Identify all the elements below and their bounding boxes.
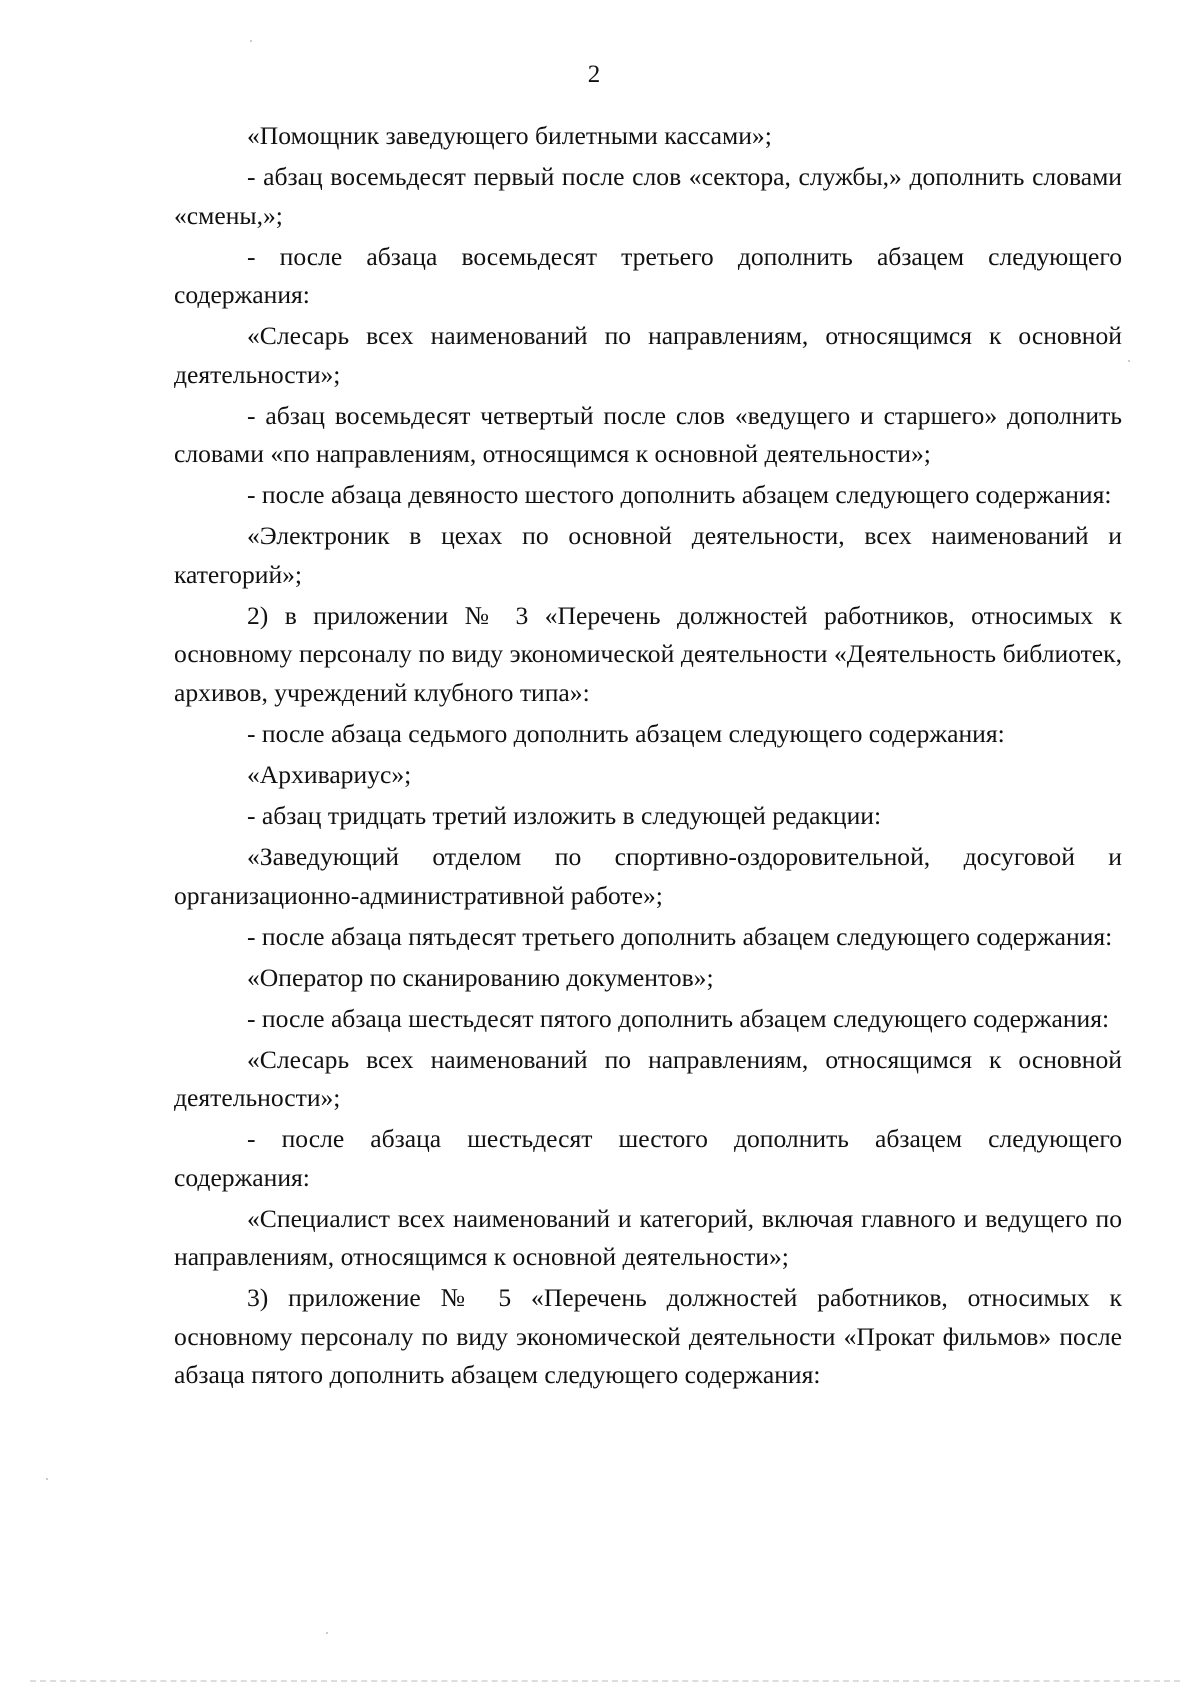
paragraph: - после абзаца седьмого дополнить абзацем следующего содержания: [247,719,1005,749]
paragraph: - после абзаца шестьдесят шестого дополнить абзацем следующего содержания: [174,1124,1122,1192]
scan-speck [326,1632,328,1634]
paragraph: «Электроник в цехах по основной деятельности, всех наименований и категорий»; [174,521,1122,589]
paragraph: - после абзаца восемьдесят третьего дополнить абзацем следующего содержания: [174,241,1122,310]
paragraph: «Помощник заведующего билетными кассами»; [247,121,772,150]
scan-speck [46,1478,48,1480]
paragraph: «Оператор по сканированию документов»; [247,962,714,992]
paragraph: 2) в приложении № 3 «Перечень должностей работников, относимых к основному персоналу по виду экономической деятельности «Деятельность библиотек, архивов, учреждений клубного типа»: [174,600,1122,708]
paragraph: 3) приложение № 5 «Перечень должностей работников, относимых к основному персоналу по виду экономической деятельности «Прокат фильмов» после абзаца пятого дополнить абзацем следующего содержания: [174,1283,1122,1390]
paragraph: «Слесарь всех наименований по направлениям, относящимся к основной деятельности»; [174,321,1122,389]
document-body [174,117,1122,1397]
paragraph: - абзац тридцать третий изложить в следующей редакции: [247,801,882,830]
paragraph: - после абзаца шестьдесят пятого дополнить абзацем следующего содержания: [247,1003,1110,1033]
paragraph: - после абзаца девяносто шестого дополнить абзацем следующего содержания: [247,480,1112,510]
paragraph: - абзац восемьдесят четвертый после слов «ведущего и старшего» дополнить словами «по направлениям, относящимся к основной деятельности»; [174,400,1122,469]
paragraph: - после абзаца пятьдесят третьего дополнить абзацем следующего содержания: [247,921,1113,951]
paragraph: «Специалист всех наименований и категорий, включая главного и ведущего по направлениям, относящимся к основной деятельности»; [174,1203,1122,1272]
scan-artifact [30,1680,1180,1682]
page-number: 2 [587,61,601,88]
scan-speck [250,40,252,42]
scan-speck [1128,360,1130,362]
paragraph: «Архивариус»; [247,760,412,790]
paragraph: «Заведующий отделом по спортивно-оздоровительной, досуговой и организационно-административной работе»; [174,841,1122,910]
paragraph: «Слесарь всех наименований по направлениям, относящимся к основной деятельности»; [174,1044,1122,1113]
paragraph: - абзац восемьдесят первый после слов «сектора, службы,» дополнить словами «смены,»; [174,161,1122,230]
